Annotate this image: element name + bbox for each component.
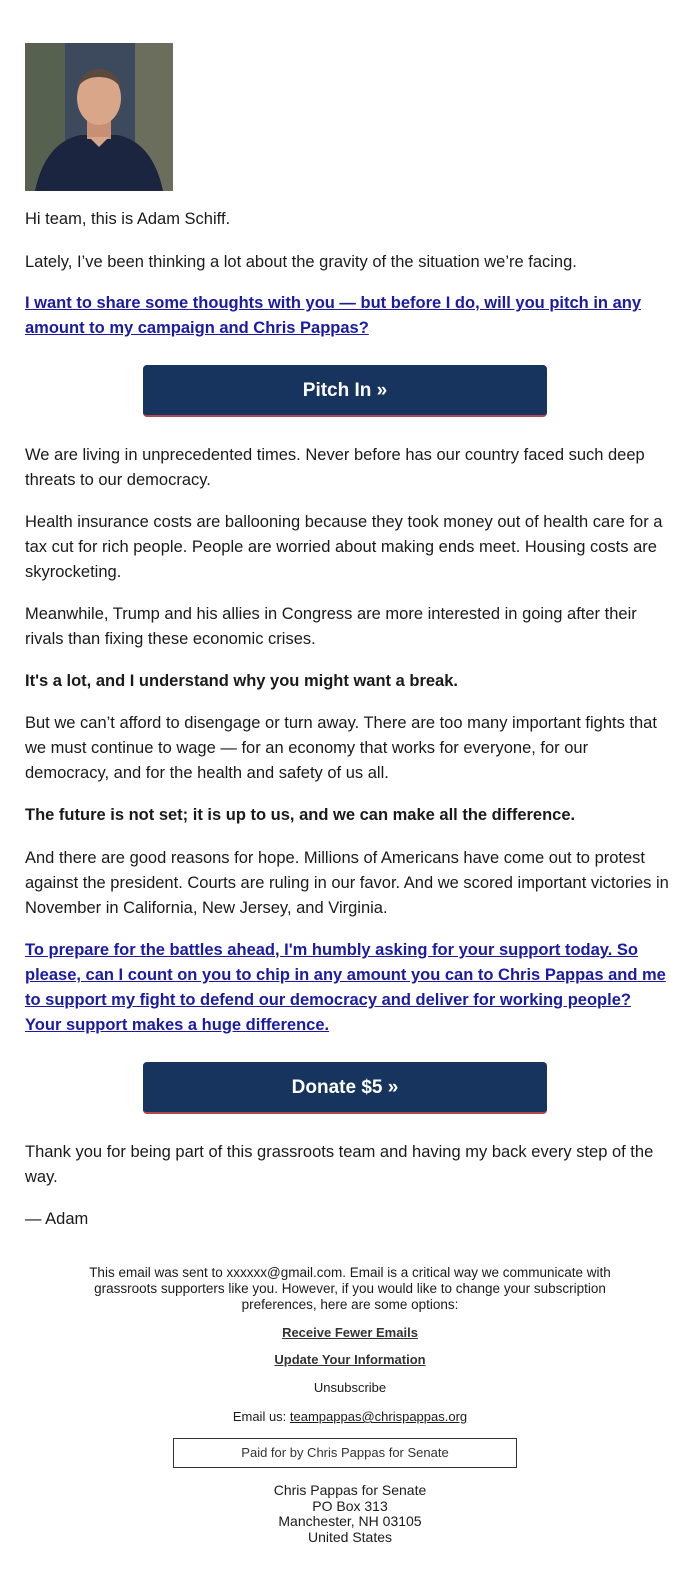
- address-line: United States: [307, 1528, 393, 1545]
- address-line: Chris Pappas for Senate: [273, 1482, 427, 1498]
- receive-fewer-emails-link[interactable]: Receive Fewer Emails: [282, 1325, 418, 1340]
- paragraph: We are living in unprecedented times. Never before has our country faced such deep threats to our democracy.: [25, 446, 645, 489]
- donate-link[interactable]: To prepare for the battles ahead, I'm humbly asking for your support today. So please, can I count on you to chip in any amount you can to Chris Pappas and me to support my fight to defend our democracy and deliver for working people? Your support makes a huge difference.: [25, 941, 666, 1034]
- address-line: Manchester, NH 03105: [278, 1513, 422, 1529]
- footer-notice: This email was sent to xxxxxx@gmail.com. Email is a critical way we communicate with grassroots supporters like you. However, if you would like to change your subscription preferences, here are some options:: [89, 1265, 611, 1312]
- donate-5-button[interactable]: Donate $5 »: [143, 1062, 547, 1114]
- paragraph: Thank you for being part of this grassroots team and having my back every step of the way.: [25, 1143, 654, 1186]
- greeting: Hi team, this is Adam Schiff.: [25, 210, 231, 228]
- bold-paragraph: It's a lot, and I understand why you might want a break.: [25, 672, 458, 690]
- paragraph: Health insurance costs are ballooning because they took money out of health care for a tax cut for rich people. People are worried about making ends meet. Housing costs are skyrocketing.: [25, 513, 663, 581]
- portrait-photo: [25, 43, 173, 191]
- unsubscribe-link[interactable]: Unsubscribe: [313, 1380, 387, 1395]
- email-address-link[interactable]: teampappas@chrispappas.org: [289, 1409, 468, 1424]
- paragraph: And there are good reasons for hope. Millions of Americans have come out to protest against the president. Courts are ruling in our favor. And we scored important victories in November in California, New Jersey, and Virginia.: [25, 849, 669, 917]
- email-label: Email us:: [232, 1409, 290, 1424]
- portrait-photo-icon: [25, 43, 173, 191]
- bold-paragraph: The future is not set; it is up to us, and we can make all the difference.: [25, 806, 576, 824]
- paragraph: Meanwhile, Trump and his allies in Congress are more interested in going after their rivals than fixing these economic crises.: [25, 605, 637, 648]
- pitch-in-button[interactable]: Pitch In »: [143, 365, 547, 417]
- address-line: PO Box 313: [312, 1497, 388, 1514]
- update-information-link[interactable]: Update Your Information: [274, 1352, 426, 1367]
- mailing-address: [0, 1483, 700, 1545]
- donate-link[interactable]: I want to share some thoughts with you — but before I do, will you pitch in any amount to my campaign and Chris Pappas?: [25, 294, 642, 337]
- paragraph: Lately, I’ve been thinking a lot about the gravity of the situation we’re facing.: [25, 253, 577, 271]
- contact-email: [0, 1409, 700, 1425]
- paragraph: But we can’t afford to disengage or turn away. There are too many important fights that we must continue to wage — for an economy that works for everyone, for our democracy, and for the health and safety of us all.: [25, 714, 657, 782]
- signoff: — Adam: [25, 1210, 89, 1228]
- paid-for-disclaimer: Paid for by Chris Pappas for Senate: [173, 1438, 517, 1468]
